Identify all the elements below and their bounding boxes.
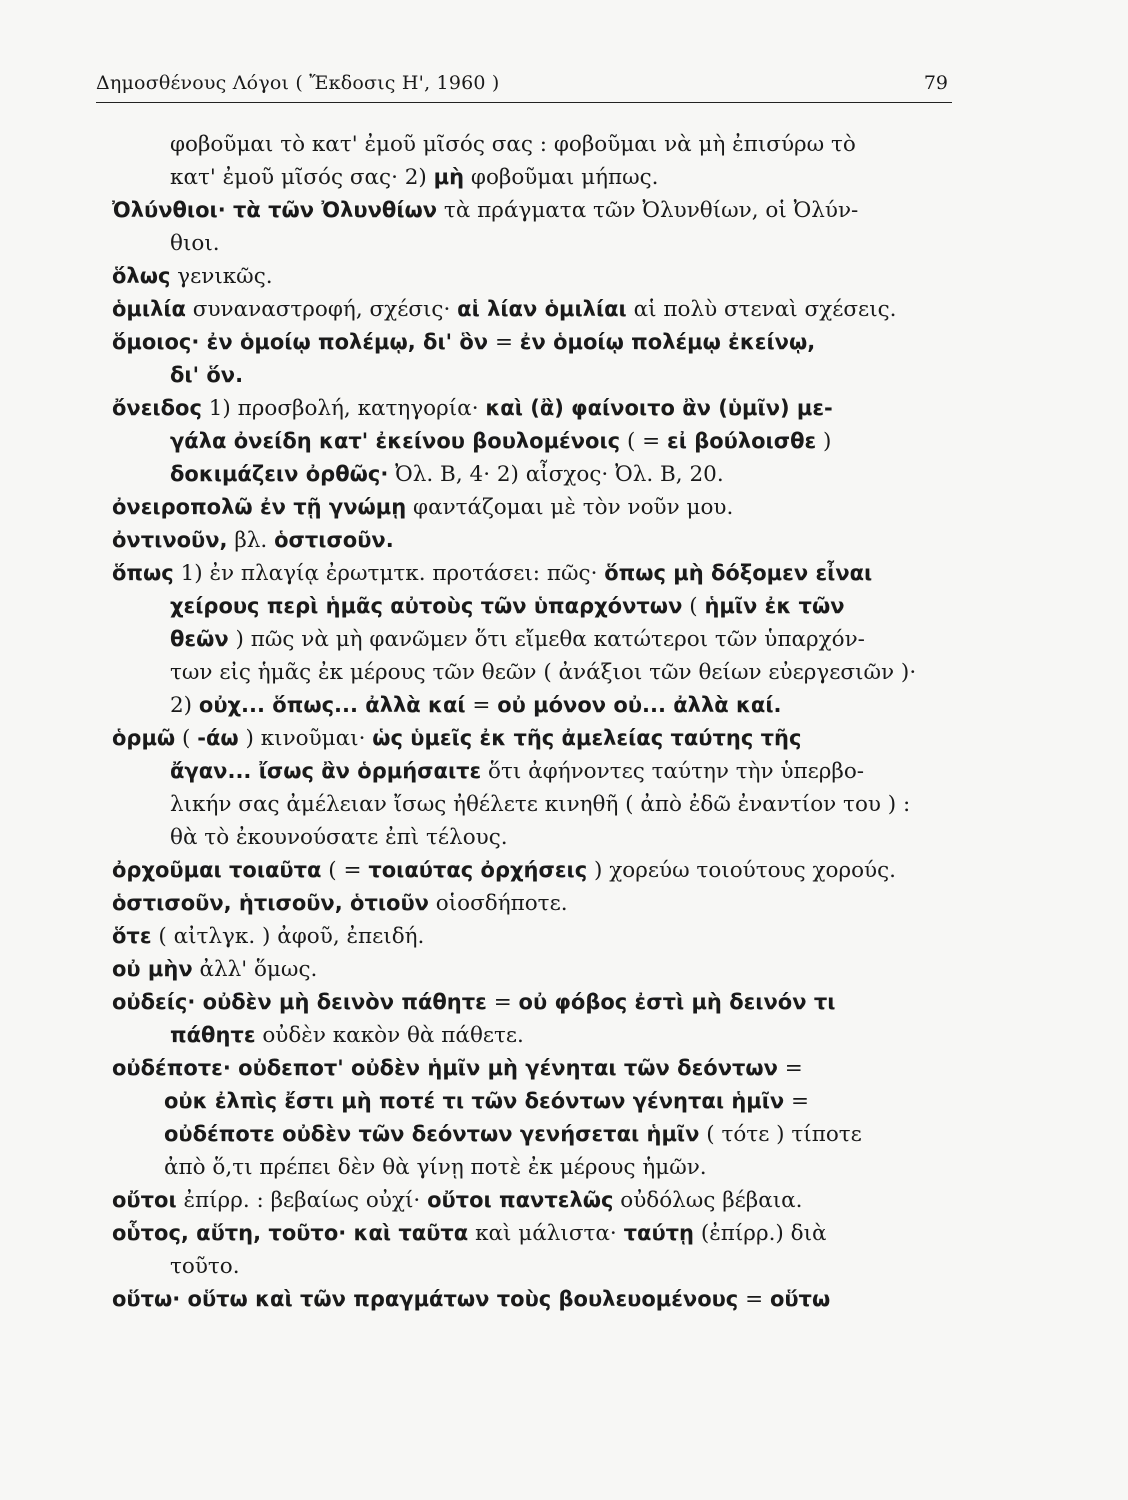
- headword-text: ὡς ὑμεῖς ἐκ τῆς ἀμελείας ταύτης τῆς: [372, 726, 802, 750]
- headword-text: Ὀλύνθιοι· τὰ τῶν Ὀλυνθίων: [112, 198, 438, 222]
- definition-text: ὅτι ἀφήνοντες ταύτην τὴν ὑπερβο-: [481, 759, 865, 784]
- definition-text: =: [488, 330, 520, 355]
- text-line: [112, 458, 956, 491]
- definition-text: ἀπὸ ὅ,τι πρέπει δὲν θὰ γίνῃ ποτὲ ἐκ μέρους ἡμῶν.: [164, 1155, 707, 1180]
- text-line: [112, 359, 956, 392]
- headword-text: θεῶν: [170, 627, 229, 651]
- headword-text: εἰ βούλοισθε: [667, 429, 817, 453]
- running-head: [96, 72, 952, 103]
- definition-text: θιοι.: [170, 231, 220, 256]
- definition-text: θὰ τὸ ἐκουνούσατε ἐπὶ τέλους.: [170, 825, 508, 850]
- text-line: [112, 128, 956, 161]
- text-line: [112, 326, 956, 359]
- text-line: [112, 986, 956, 1019]
- headword-text: ὁστισοῦν, ἡτισοῦν, ὁτιοῦν: [112, 891, 429, 915]
- headword-text: δοκιμάζειν ὀρθῶς·: [170, 462, 389, 486]
- headword-text: τοιαύτας ὀρχήσεις: [368, 858, 588, 882]
- headword-text: οὔτοι παντελῶς: [427, 1188, 614, 1212]
- definition-text: φοβοῦμαι μήπως.: [464, 165, 659, 190]
- definition-text: οὐδόλως βέβαια.: [613, 1188, 803, 1213]
- definition-text: φαντάζομαι μὲ τὸν νοῦν μου.: [406, 495, 734, 520]
- headword-text: οὔτοι: [112, 1188, 177, 1212]
- headword-text: αἱ λίαν ὁμιλίαι: [457, 297, 627, 321]
- definition-text: ( τότε ) τίποτε: [699, 1122, 862, 1147]
- headword-text: ὅλως: [112, 264, 171, 288]
- text-line: [112, 194, 956, 227]
- headword-text: ὁμιλία: [112, 297, 186, 321]
- definition-text: ( =: [620, 429, 668, 454]
- text-line: [112, 1052, 956, 1085]
- headword-text: ἄγαν... ἴσως ἂν ὁρμήσαιτε: [170, 759, 482, 783]
- headword-text: οὐ φόβος ἐστὶ μὴ δεινόν τι: [518, 990, 836, 1014]
- text-line: [112, 425, 956, 458]
- headword-text: ὄνειδος: [112, 396, 202, 420]
- headword-text: οὐδέποτε· οὐδεποτ' οὐδὲν ἡμῖν μὴ γένηται τῶν δεόντων: [112, 1056, 778, 1080]
- headword-text: ὅμοιος· ἐν ὁμοίῳ πολέμῳ, δι' ὃν: [112, 330, 489, 354]
- headword-text: οὐδέποτε οὐδὲν τῶν δεόντων γενήσεται ἡμῖν: [164, 1122, 700, 1146]
- definition-text: Ὀλ. Β, 4· 2) αἶσχος· Ὀλ. Β, 20.: [388, 462, 724, 487]
- headword-text: ὅπως: [112, 561, 174, 585]
- definition-text: ) χορεύω τοιούτους χορούς.: [587, 858, 896, 883]
- text-line: [112, 755, 956, 788]
- headword-text: δι' ὅν.: [170, 363, 244, 387]
- definition-text: ): [816, 429, 832, 454]
- text-line: [112, 392, 956, 425]
- text-line: [112, 689, 956, 722]
- headword-text: οὐκ ἐλπὶς ἔστι μὴ ποτέ τι τῶν δεόντων γένηται ἡμῖν: [164, 1089, 785, 1113]
- headword-text: μὴ: [433, 165, 465, 189]
- definition-text: 1) προσβολή, κατηγορία·: [201, 396, 486, 421]
- headword-text: ἡμῖν ἐκ τῶν: [704, 594, 845, 618]
- headword-text: καὶ (ἂ) φαίνοιτο ἂν (ὑμῖν) με-: [485, 396, 833, 420]
- definition-text: ἀλλ' ὅμως.: [192, 957, 318, 982]
- headword-text: ἐν ὁμοίῳ πολέμῳ ἐκείνῳ,: [519, 330, 816, 354]
- text-line: [112, 161, 956, 194]
- definition-text: των εἰς ἡμᾶς ἐκ μέρους τῶν θεῶν ( ἀνάξιοι τῶν θείων εὐεργεσιῶν )·: [170, 660, 917, 685]
- headword-text: -άω: [197, 726, 239, 750]
- definition-text: βλ.: [227, 528, 275, 553]
- text-line: [112, 293, 956, 326]
- definition-text: κατ' ἐμοῦ μῖσός σας· 2): [170, 165, 434, 190]
- text-line: [112, 953, 956, 986]
- definition-text: =: [486, 990, 519, 1015]
- text-line: [112, 821, 956, 854]
- text-line: [112, 227, 956, 260]
- headword-text: γάλα ὀνείδη κατ' ἐκείνου βουλομένοις: [170, 429, 621, 453]
- headword-text: ὁρμῶ: [112, 726, 176, 750]
- definition-text: ( =: [321, 858, 369, 883]
- text-line: [112, 1283, 956, 1316]
- headword-text: οὐχ... ὅπως... ἀλλὰ καί: [198, 693, 466, 717]
- text-line: [112, 920, 956, 953]
- definition-text: οὐδὲν κακὸν θὰ πάθετε.: [255, 1023, 524, 1048]
- definition-text: γενικῶς.: [170, 264, 273, 289]
- text-line: [112, 524, 956, 557]
- definition-text: τοῦτο.: [170, 1254, 240, 1279]
- definition-text: οἱοσδήποτε.: [428, 891, 568, 916]
- text-line: [112, 623, 956, 656]
- definition-text: φοβοῦμαι τὸ κατ' ἐμοῦ μῖσός σας : φοβοῦμαι νὰ μὴ ἐπισύρω τὸ: [170, 132, 856, 157]
- headword-text: ταύτῃ: [623, 1221, 694, 1245]
- text-line: [112, 656, 956, 689]
- definition-text: καὶ μάλιστα·: [468, 1221, 624, 1246]
- definition-text: ) πῶς νὰ μὴ φανῶμεν ὅτι εἴμεθα κατώτεροι τῶν ὑπαρχόν-: [228, 627, 865, 652]
- definition-text: ) κινοῦμαι·: [238, 726, 373, 751]
- headword-text: ὀνειροπολῶ ἐν τῇ γνώμῃ: [112, 495, 407, 519]
- headword-text: οὐδείς· οὐδὲν μὴ δεινὸν πάθητε: [112, 990, 487, 1014]
- headword-text: οὕτω· οὕτω καὶ τῶν πραγμάτων τοὺς βουλευομένους: [112, 1287, 739, 1311]
- text-line: [112, 1217, 956, 1250]
- definition-text: λικήν σας ἀμέλειαν ἴσως ἠθέλετε κινηθῆ ( ἀπὸ ἐδῶ ἐναντίον του ) :: [170, 792, 911, 817]
- headword-text: ὀρχοῦμαι τοιαῦτα: [112, 858, 322, 882]
- headword-text: ὅτε: [112, 924, 152, 948]
- text-line: [112, 557, 956, 590]
- headword-text: πάθητε: [170, 1023, 256, 1047]
- text-line: [112, 1118, 956, 1151]
- text-line: [112, 854, 956, 887]
- text-line: [112, 1250, 956, 1283]
- headword-text: οὕτω: [769, 1287, 831, 1311]
- running-title: Δημοσθένους Λόγοι ( Ἔκδοσις Η', 1960 ): [96, 72, 500, 94]
- definition-text: =: [465, 693, 498, 718]
- headword-text: χείρους περὶ ἡμᾶς αὐτοὺς τῶν ὑπαρχόντων: [170, 594, 683, 618]
- definition-text: ἐπίρρ. : βεβαίως οὐχί·: [176, 1188, 428, 1213]
- glossary-entries: [112, 128, 956, 1316]
- headword-text: ὁστισοῦν.: [274, 528, 394, 552]
- definition-text: =: [784, 1089, 810, 1114]
- text-line: [112, 260, 956, 293]
- text-line: [112, 1019, 956, 1052]
- headword-text: οὐ μόνον οὐ... ἀλλὰ καί.: [497, 693, 782, 717]
- text-line: [112, 1085, 956, 1118]
- text-line: [112, 788, 956, 821]
- definition-text: (: [682, 594, 705, 619]
- text-line: [112, 491, 956, 524]
- definition-text: ( αἰτλγκ. ) ἀφοῦ, ἐπειδή.: [151, 924, 425, 949]
- text-line: [112, 887, 956, 920]
- definition-text: =: [777, 1056, 803, 1081]
- text-line: [112, 1151, 956, 1184]
- definition-text: =: [738, 1287, 770, 1312]
- text-line: [112, 1184, 956, 1217]
- headword-text: ὀντινοῦν,: [112, 528, 228, 552]
- definition-text: τὰ πράγματα τῶν Ὀλυνθίων, οἱ Ὀλύν-: [437, 198, 859, 223]
- headword-text: οὗτος, αὕτη, τοῦτο· καὶ ταῦτα: [112, 1221, 469, 1245]
- definition-text: αἱ πολὺ στεναὶ σχέσεις.: [626, 297, 897, 322]
- headword-text: ὅπως μὴ δόξομεν εἶναι: [604, 561, 873, 585]
- definition-text: συναναστροφή, σχέσις·: [185, 297, 458, 322]
- page-number: 79: [923, 72, 948, 94]
- definition-text: 2): [170, 693, 199, 718]
- text-line: [112, 590, 956, 623]
- headword-text: οὐ μὴν: [112, 957, 193, 981]
- definition-text: (ἐπίρρ.) διὰ: [693, 1221, 827, 1246]
- definition-text: (: [175, 726, 198, 751]
- definition-text: 1) ἐν πλαγίᾳ ἐρωτμτκ. προτάσει: πῶς·: [173, 561, 605, 586]
- text-line: [112, 722, 956, 755]
